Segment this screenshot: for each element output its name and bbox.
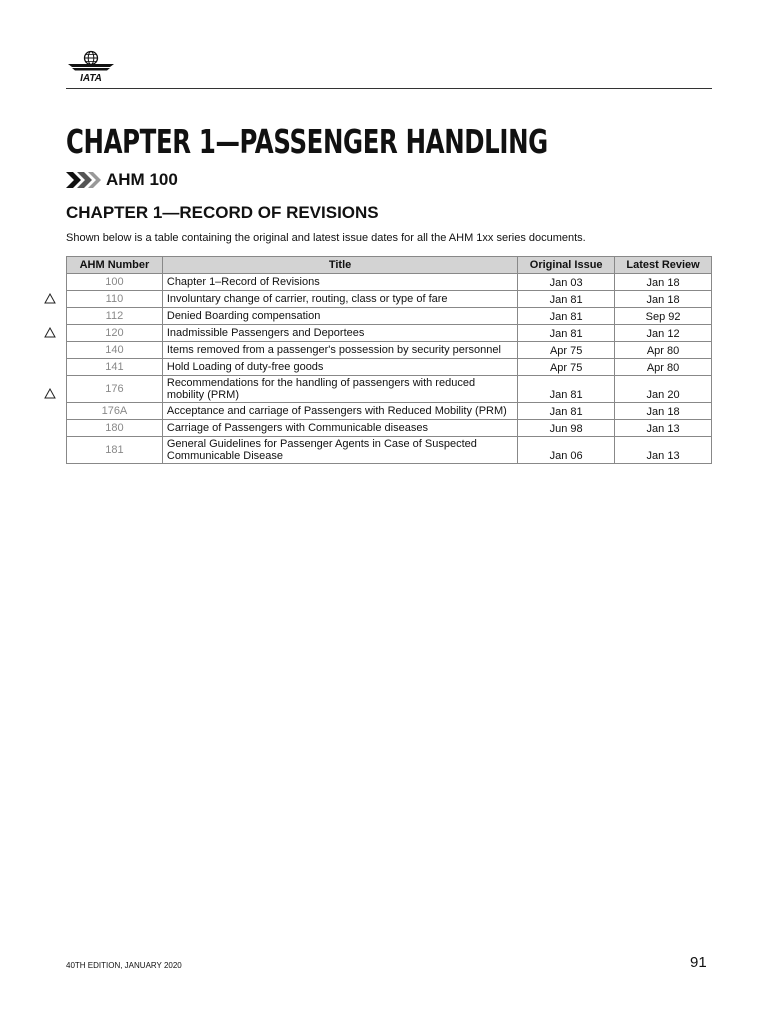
title-cell: Recommendations for the handling of passengers with reduced mobility (PRM) [162,376,517,403]
ahm-number-cell: 141 [67,359,163,376]
latest-review-cell: Jan 12 [615,325,712,342]
section-code-text: AHM 100 [106,170,178,189]
original-issue-cell: Jan 06 [518,437,615,464]
section-sub-title: CHAPTER 1—RECORD OF REVISIONS [66,203,379,222]
double-chevron-icon [66,170,102,190]
title-cell: Items removed from a passenger's possession by security personnel [162,342,517,359]
svg-text:IATA: IATA [80,73,102,84]
revision-table [66,256,712,464]
ahm-number-cell: 176A [67,403,163,420]
column-header-latest-review: Latest Review [615,257,712,274]
original-issue-cell: Jun 98 [518,420,615,437]
ahm-number-cell: 180 [67,420,163,437]
header-rule [66,88,712,89]
title-cell: General Guidelines for Passenger Agents in Case of Suspected Communicable Disease [162,437,517,464]
triangle-change-icon [44,293,56,304]
ahm-number-cell: 181 [67,437,163,464]
chapter-title: CHAPTER 1—PASSENGER HANDLING [66,122,548,161]
table-header-row [67,257,712,274]
ahm-number-cell: 110 [67,291,163,308]
latest-review-cell: Jan 18 [615,291,712,308]
title-cell: Hold Loading of duty-free goods [162,359,517,376]
original-issue-cell: Jan 03 [518,274,615,291]
original-issue-cell: Jan 81 [518,403,615,420]
table-row [67,342,712,359]
title-cell: Acceptance and carriage of Passengers with Reduced Mobility (PRM) [162,403,517,420]
table-row [67,420,712,437]
page-number: 91 [690,954,707,971]
section-code [66,170,178,190]
ahm-number-cell: 100 [67,274,163,291]
latest-review-cell: Jan 13 [615,420,712,437]
latest-review-cell: Apr 80 [615,342,712,359]
latest-review-cell: Apr 80 [615,359,712,376]
latest-review-cell: Jan 20 [615,376,712,403]
original-issue-cell: Jan 81 [518,325,615,342]
ahm-number-cell: 140 [67,342,163,359]
iata-logo [66,50,116,84]
table-row [67,308,712,325]
table-row [67,274,712,291]
triangle-change-icon [44,327,56,338]
title-cell: Involuntary change of carrier, routing, class or type of fare [162,291,517,308]
column-header-title: Title [162,257,517,274]
title-cell: Carriage of Passengers with Communicable diseases [162,420,517,437]
table-row [67,403,712,420]
table-row [67,437,712,464]
triangle-change-icon [44,388,56,399]
column-header-ahm-number: AHM Number [67,257,163,274]
original-issue-cell: Jan 81 [518,376,615,403]
footer-edition: 40TH EDITION, JANUARY 2020 [66,961,182,970]
latest-review-cell: Jan 13 [615,437,712,464]
latest-review-cell: Jan 18 [615,403,712,420]
ahm-number-cell: 120 [67,325,163,342]
original-issue-cell: Apr 75 [518,342,615,359]
column-header-original-issue: Original Issue [518,257,615,274]
ahm-number-cell: 112 [67,308,163,325]
title-cell: Denied Boarding compensation [162,308,517,325]
title-cell: Chapter 1–Record of Revisions [162,274,517,291]
table-row [67,359,712,376]
original-issue-cell: Jan 81 [518,308,615,325]
original-issue-cell: Jan 81 [518,291,615,308]
table-row [67,325,712,342]
latest-review-cell: Jan 18 [615,274,712,291]
original-issue-cell: Apr 75 [518,359,615,376]
ahm-number-cell: 176 [67,376,163,403]
latest-review-cell: Sep 92 [615,308,712,325]
table-row [67,376,712,403]
intro-paragraph: Shown below is a table containing the original and latest issue dates for all the AHM 1xx series documents. [66,232,586,244]
table-row [67,291,712,308]
title-cell: Inadmissible Passengers and Deportees [162,325,517,342]
